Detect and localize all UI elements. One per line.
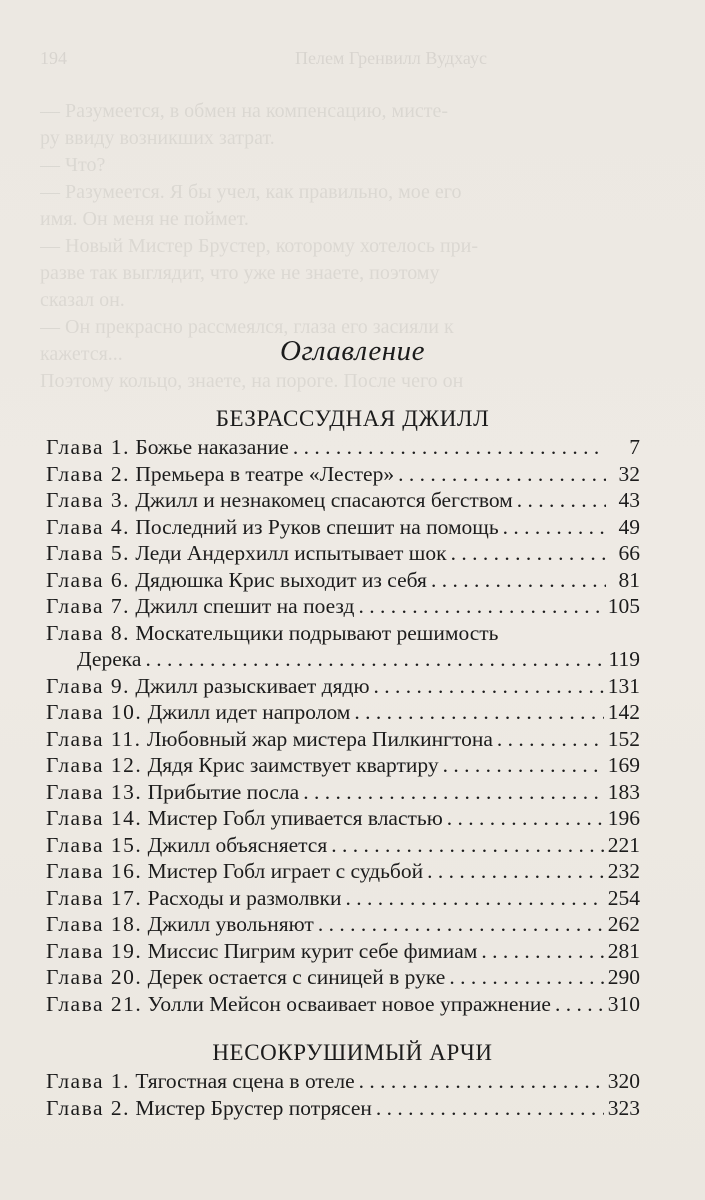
chapter-title: Прибытие посла (147, 779, 300, 804)
toc-entry[interactable] (46, 779, 640, 806)
leader-dots (359, 1068, 604, 1095)
chapter-number: Глава 2. (46, 461, 130, 486)
page-number: 196 (607, 806, 640, 830)
section-title-1: БЕЗРАССУДНАЯ ДЖИЛЛ (215, 406, 490, 431)
toc-entry[interactable] (46, 964, 640, 991)
ghost-line: — Что? (40, 154, 106, 176)
chapter-title: Премьера в театре «Лестер» (135, 461, 395, 486)
toc-entry-label (46, 620, 498, 647)
toc-entry-label (46, 434, 289, 461)
leader-dots (376, 1095, 604, 1122)
page-number: 131 (607, 673, 640, 698)
chapter-title: Мистер Гобл играет с судьбой (147, 859, 424, 883)
chapter-number: Глава 3. (46, 488, 130, 512)
chapter-title: Дядя Крис заимствует квартиру (147, 753, 439, 777)
toc-entry-label (46, 832, 327, 859)
leader-dots (443, 752, 604, 779)
chapter-number: Глава 16. (46, 859, 143, 883)
page-number: 32 (618, 461, 640, 486)
page-number: 320 (607, 1069, 640, 1093)
page-number: 152 (607, 726, 640, 751)
toc-entry-label (46, 885, 341, 912)
page-number: 105 (607, 594, 640, 618)
page-number: 81 (618, 567, 640, 592)
toc-entry-label (46, 1095, 372, 1122)
toc-entry-label (46, 911, 314, 938)
ghost-running-header (40, 48, 680, 69)
chapter-number: Глава 20. (46, 965, 143, 989)
chapter-number: Глава 8. (46, 620, 130, 645)
page-number: 119 (608, 647, 640, 671)
chapter-number: Глава 1. (46, 435, 130, 459)
toc-entry[interactable] (46, 461, 640, 488)
toc-entry[interactable] (46, 567, 640, 594)
toc-entry-label (46, 699, 350, 726)
toc-entry[interactable] (46, 487, 640, 514)
toc-entry[interactable] (46, 434, 640, 461)
toc-entry[interactable] (46, 752, 640, 779)
toc-entry-label (46, 540, 447, 567)
toc-entry-label (46, 991, 551, 1018)
chapter-title: Леди Андерхилл испытывает шок (135, 541, 447, 565)
page-number: 49 (618, 514, 640, 539)
chapter-number: Глава 10. (46, 700, 143, 724)
chapter-title: Джилл увольняют (147, 912, 314, 936)
ghost-line: — Новый Мистер Брустер, которому хотелось при- (40, 235, 479, 257)
chapter-number: Глава 6. (46, 567, 130, 592)
page-number: 254 (607, 885, 640, 910)
toc-entry-label (46, 726, 493, 753)
leader-dots (398, 461, 606, 488)
toc-entry-label (46, 1068, 355, 1095)
chapter-title: Джилл и незнакомец спасаются бегством (135, 488, 513, 512)
toc-entry-label (46, 964, 445, 991)
ghost-line: сказал он. (40, 289, 125, 311)
ghost-running-title: Пелем Гренвилл Вудхаус (295, 48, 487, 68)
chapter-title-continued: Дерека (77, 647, 142, 671)
chapter-number: Глава 4. (46, 514, 130, 539)
ghost-line: — Разумеется, в обмен на компенсацию, мисте- (40, 100, 449, 122)
chapter-number: Глава 14. (46, 806, 143, 830)
chapter-title: Уолли Мейсон осваивает новое упражнение (147, 991, 551, 1016)
toc-entry-label (46, 805, 443, 832)
ghost-line: — Разумеется. Я бы учел, как правильно, мое его (40, 181, 462, 203)
page-number: 7 (629, 435, 640, 459)
leader-dots (481, 938, 603, 965)
toc-entry[interactable] (46, 593, 640, 620)
chapter-number: Глава 7. (46, 594, 130, 618)
toc-entry-label (46, 673, 370, 700)
chapter-title: Расходы и размолвки (147, 885, 342, 910)
toc-entry[interactable] (46, 699, 640, 726)
chapter-title: Мистер Гобл упивается властью (147, 806, 443, 830)
chapter-number: Глава 2. (46, 1095, 130, 1120)
ghost-line: разве так выглядит, что уже не знаете, поэтому (40, 262, 440, 284)
page-number: 221 (607, 832, 640, 857)
chapter-number: Глава 19. (46, 938, 143, 963)
page-number: 232 (607, 859, 640, 883)
leader-dots (431, 567, 606, 594)
leader-dots (447, 805, 604, 832)
leader-dots (517, 487, 606, 514)
page-number: 323 (607, 1095, 640, 1120)
toc-entry[interactable] (46, 911, 640, 938)
leader-dots (497, 726, 604, 753)
toc-entry[interactable] (46, 805, 640, 832)
chapter-title: Джилл спешит на поезд (135, 594, 355, 618)
toc-entry-label (46, 487, 513, 514)
toc-entry[interactable] (46, 620, 640, 647)
toc-entry[interactable] (46, 1068, 640, 1095)
leader-dots (427, 858, 604, 885)
ghost-line: имя. Он меня не поймет. (40, 208, 249, 230)
toc-entry-label (46, 752, 439, 779)
page-number: 262 (607, 912, 640, 936)
leader-dots (293, 434, 606, 461)
page-number: 310 (607, 991, 640, 1016)
chapter-title: Джилл разыскивает дядю (135, 673, 370, 698)
page-number: 183 (607, 779, 640, 804)
chapter-title: Джилл объясняется (147, 832, 328, 857)
page-number: 169 (607, 753, 640, 777)
toc-entry-label (46, 858, 423, 885)
toc-entry[interactable] (46, 938, 640, 965)
toc-title: Оглавление (280, 335, 425, 367)
toc-entry-continuation[interactable] (46, 646, 640, 673)
leader-dots (374, 673, 604, 700)
chapter-title: Миссис Пигрим курит себе фимиам (147, 938, 478, 963)
page-number: 142 (607, 700, 640, 724)
toc-entry[interactable] (46, 832, 640, 859)
toc-entry-label (46, 593, 354, 620)
page-number: 290 (607, 965, 640, 989)
toc-entry[interactable] (46, 726, 640, 753)
chapter-number: Глава 17. (46, 885, 143, 910)
leader-dots (345, 885, 603, 912)
toc-entry-label (46, 514, 499, 541)
toc-entry[interactable] (46, 673, 640, 700)
toc-entry[interactable] (46, 991, 640, 1018)
leader-dots (303, 779, 604, 806)
toc-entry-label (46, 779, 299, 806)
ghost-line: Поэтому кольцо, знаете, на пороге. После чего он (40, 370, 464, 392)
leader-dots (555, 991, 604, 1018)
toc-entry[interactable] (46, 885, 640, 912)
toc-entry[interactable] (46, 858, 640, 885)
leader-dots (145, 646, 604, 673)
page-number: 43 (618, 488, 640, 512)
leader-dots (451, 540, 606, 567)
chapter-title: Божье наказание (135, 435, 289, 459)
chapter-number: Глава 12. (46, 753, 143, 777)
chapter-title: Дерек остается с синицей в руке (147, 965, 446, 989)
chapter-number: Глава 13. (46, 779, 143, 804)
toc-list-section-2 (46, 1068, 640, 1121)
chapter-number: Глава 15. (46, 832, 143, 857)
chapter-number: Глава 1. (46, 1069, 130, 1093)
chapter-number: Глава 11. (46, 726, 142, 751)
chapter-title: Москательщики подрывают решимость (135, 620, 499, 645)
toc-entry-label (46, 938, 477, 965)
leader-dots (354, 699, 603, 726)
toc-list-section-1 (46, 434, 640, 1017)
leader-dots (503, 514, 606, 541)
toc-entry[interactable] (46, 540, 640, 567)
ghost-line: — Он прекрасно рассмеялся, глаза его засияли к (40, 316, 454, 338)
chapter-number: Глава 18. (46, 912, 143, 936)
toc-entry-label (46, 461, 394, 488)
leader-dots (318, 911, 604, 938)
chapter-number: Глава 9. (46, 673, 130, 698)
ghost-line: кажется... (40, 343, 123, 365)
section-title-2: НЕСОКРУШИМЫЙ АРЧИ (212, 1040, 493, 1065)
chapter-title: Джилл идет напролом (147, 700, 351, 724)
toc-entry[interactable] (46, 514, 640, 541)
page-number: 281 (607, 938, 640, 963)
chapter-title: Последний из Руков спешит на помощь (135, 514, 499, 539)
ghost-line: ру ввиду возникших затрат. (40, 127, 275, 149)
leader-dots (358, 593, 603, 620)
chapter-title: Любовный жар мистера Пилкингтона (146, 726, 493, 751)
toc-entry[interactable] (46, 1095, 640, 1122)
leader-dots (449, 964, 603, 991)
toc-entry-label (46, 567, 427, 594)
chapter-number: Глава 5. (46, 541, 130, 565)
leader-dots (331, 832, 604, 859)
chapter-title: Мистер Брустер потрясен (135, 1095, 372, 1120)
chapter-title: Тягостная сцена в отеле (135, 1069, 355, 1093)
chapter-number: Глава 21. (46, 991, 143, 1016)
chapter-title: Дядюшка Крис выходит из себя (135, 567, 427, 592)
ghost-page-number: 194 (40, 48, 67, 68)
page-number: 66 (618, 541, 640, 565)
